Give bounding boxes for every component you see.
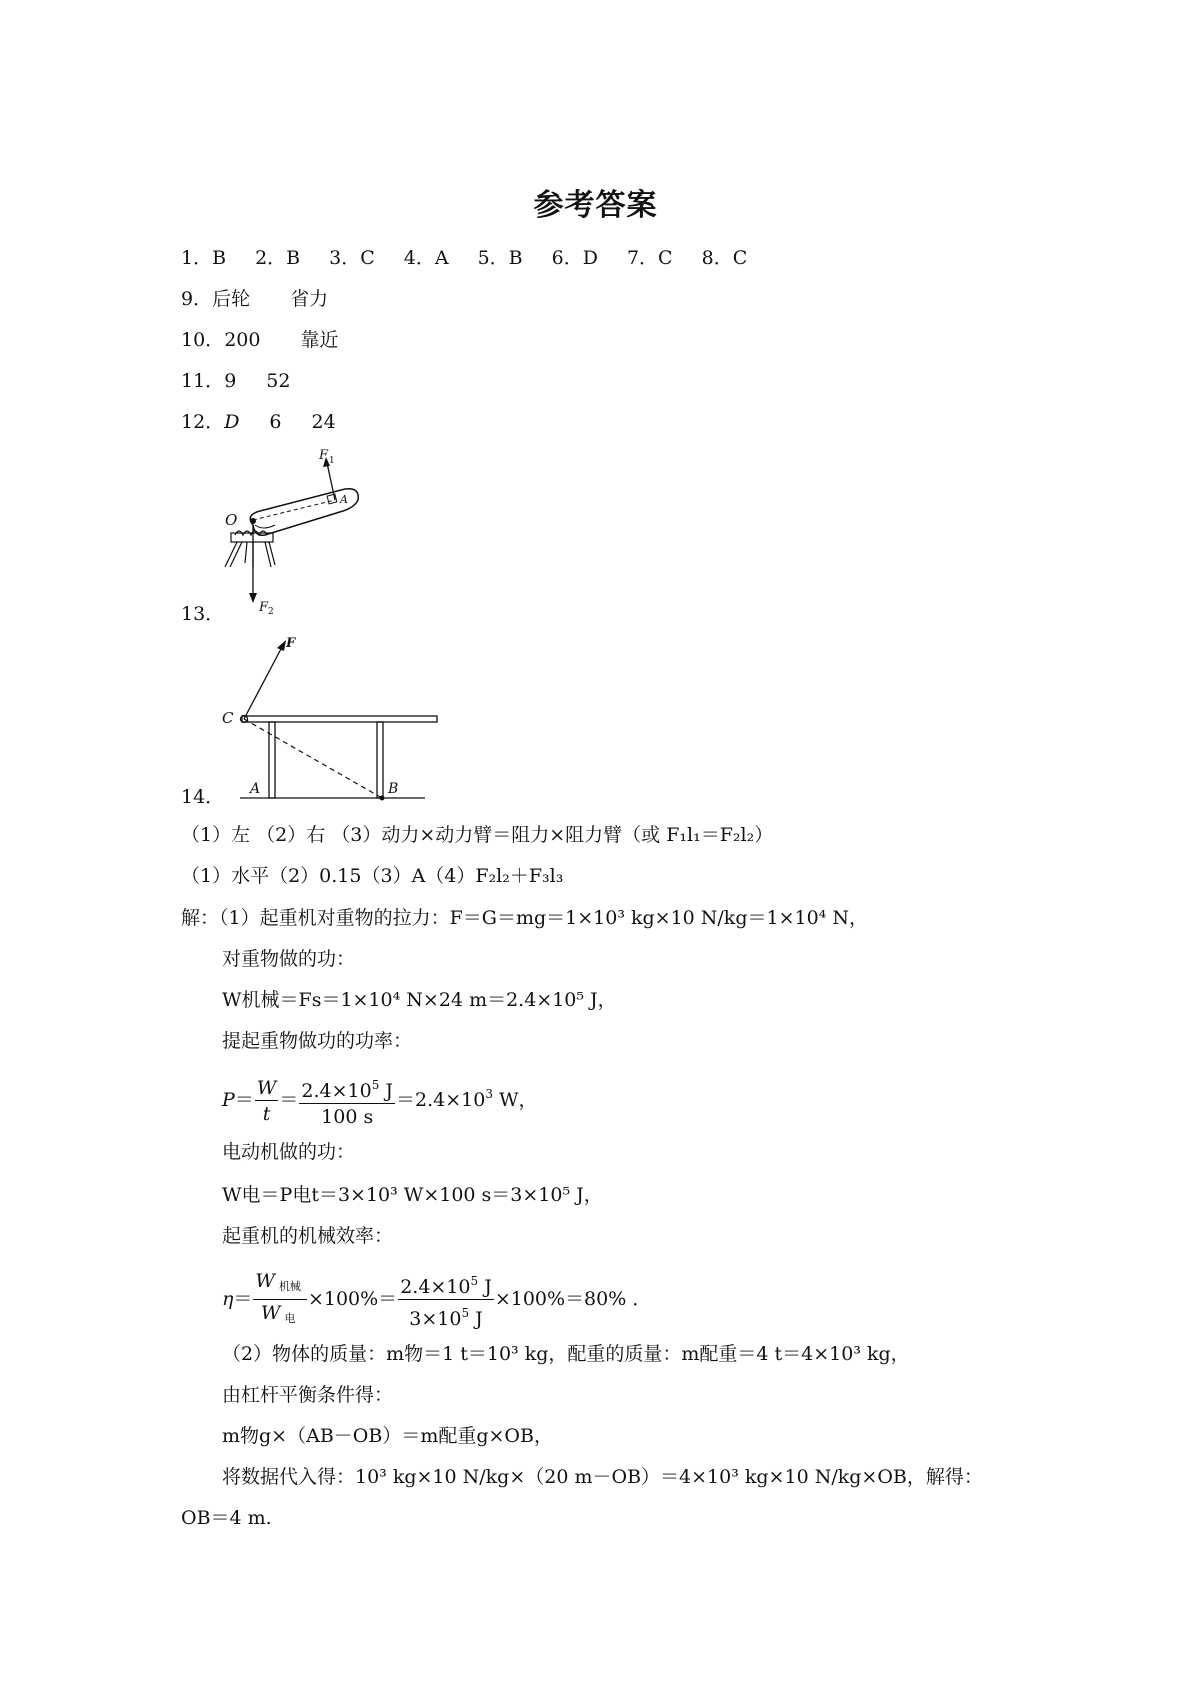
q13-label-o: O xyxy=(225,511,238,529)
answers-row-1-8 xyxy=(181,246,776,270)
q10-number: 10． xyxy=(181,329,225,351)
q17-line-2: 对重物做的功： xyxy=(222,948,356,970)
q10-answer-a: 200 xyxy=(224,329,261,351)
q9-answer-b: 省力 xyxy=(290,288,329,310)
answer-8: 8．C xyxy=(701,247,748,269)
q12-answer-c: 24 xyxy=(311,411,336,433)
q13-number: 13． xyxy=(181,603,225,625)
q14-label-a: A xyxy=(250,781,261,797)
q13-label-f1: F xyxy=(319,448,329,463)
unit-dian: 电 xyxy=(284,1312,296,1325)
answer-5: 5．B xyxy=(477,247,523,269)
q11-answer-b: 52 xyxy=(266,370,291,392)
answer-16: （1）水平（2）0.15（3）A（4）F₂l₂＋F₃l₃ xyxy=(181,865,564,887)
q11-answer-a: 9 xyxy=(224,370,237,392)
page-title: 参考答案 xyxy=(533,188,658,223)
q9-answer-a: 后轮 xyxy=(212,288,251,310)
q14-number: 14． xyxy=(181,786,225,808)
answer-15: （1）左 （2）右 （3）动力×动力臂＝阻力×阻力臂（或 F₁l₁＝F₂l₂） xyxy=(181,824,774,846)
q14-label-b: B xyxy=(388,781,399,797)
answer-11 xyxy=(181,369,290,393)
q12-answer-b: 6 xyxy=(269,411,282,433)
q14-label-c: C xyxy=(222,709,234,727)
q17-line-8: 起重机的机械效率： xyxy=(222,1225,394,1247)
q17-line-11: 由杠杆平衡条件得： xyxy=(222,1384,394,1406)
q17-line-13: 将数据代入得：10³ kg×10 N/kg×（20 m－OB）＝4×10³ kg×10 N/kg×OB，解得： xyxy=(222,1466,983,1488)
q17-line-10: （2）物体的质量：m物＝1 t＝10³ kg，配重的质量：m配重＝4 t＝4×10³ kg， xyxy=(222,1343,910,1365)
answer-12 xyxy=(181,410,336,434)
answer-3: 3．C xyxy=(329,247,375,269)
q17-line-7: W电＝P电t＝3×10³ W×100 s＝3×10⁵ J， xyxy=(222,1184,603,1206)
q17-line-1: 解：（1）起重机对重物的拉力：F＝G＝mg＝1×10³ kg×10 N/kg＝1×10⁴ N， xyxy=(181,907,868,929)
q14-table-diagram xyxy=(220,635,430,805)
q12-answer-a: D xyxy=(224,411,240,433)
q14-label-f: F xyxy=(286,636,296,651)
q17-line-3: W机械＝Fs＝1×10⁴ N×24 m＝2.4×10⁵ J， xyxy=(222,989,617,1011)
q10-answer-b: 靠近 xyxy=(300,329,339,351)
answer-2: 2．B xyxy=(255,247,301,269)
q13-label-f2-sub: 2 xyxy=(268,607,274,617)
q11-number: 11． xyxy=(181,370,225,392)
q17-power-formula: P＝ $\frac{W}{t}$ ＝ $\frac{2.4\times 10^5 J}{100 s}$ $=2.4\times 10^3$ W， xyxy=(222,1074,538,1128)
q17-line-14: OB＝4 m. xyxy=(181,1507,272,1529)
q13-lever-diagram xyxy=(225,445,385,615)
unit-jiexie: 机械 xyxy=(278,1280,301,1293)
answer-6: 6．D xyxy=(551,247,598,269)
q9-number: 9． xyxy=(181,288,213,310)
q17-line-12: m物g×（AB－OB）＝m配重g×OB， xyxy=(222,1425,553,1447)
answer-9 xyxy=(181,287,328,311)
q12-number: 12． xyxy=(181,411,225,433)
q13-label-f1-sub: 1 xyxy=(329,456,335,466)
q13-label-f2: F xyxy=(259,600,269,615)
q17-efficiency-formula: η＝ $\frac{\text{W 机械}}{\text{W 电}}$ ×100%＝ $\frac{2.4\times 10^5 J}{3\times 10^5 J}$ ×100%＝80% ． xyxy=(222,1270,652,1330)
answer-10 xyxy=(181,328,338,352)
answer-4: 4．A xyxy=(403,247,449,269)
q17-line-4: 提起重物做功的功率： xyxy=(222,1030,413,1052)
answer-7: 7．C xyxy=(626,247,673,269)
q17-line-6: 电动机做的功： xyxy=(222,1141,356,1163)
q13-label-a: A xyxy=(340,493,348,506)
answer-1: 1．B xyxy=(181,247,227,269)
